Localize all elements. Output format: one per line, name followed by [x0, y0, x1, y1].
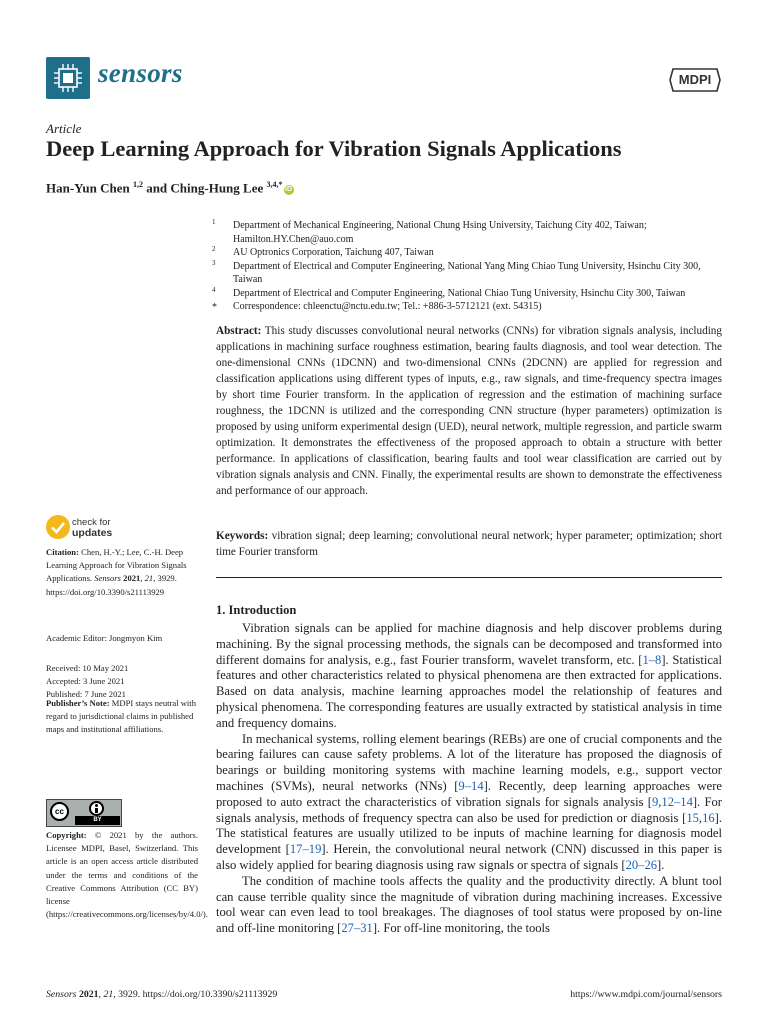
author-list — [46, 180, 294, 196]
citation-doi[interactable]: , 3929. https://doi.org/10.3390/s21113929 — [46, 573, 177, 597]
reference-link[interactable]: 27–31 — [341, 921, 373, 936]
keywords — [216, 528, 722, 560]
academic-editor: Academic Editor: Jongmyon Kim — [46, 633, 163, 643]
reference-link[interactable]: 16 — [702, 810, 715, 825]
author-name: Ching-Hung Lee — [170, 180, 264, 196]
affiliations — [212, 219, 727, 314]
updates-label-top: check for — [72, 517, 111, 528]
text-run: ]. Herein, the convolutional neural network (CNN) discussed in this paper is also widely applied for bearing diagnosis using raw signals or spectra of signals [ — [216, 842, 722, 872]
citation-text: Chen, H.-Y.; Lee, C.-H. Deep Learning Approach for Vibration Signals Applications. — [46, 547, 187, 584]
publisher-note — [46, 697, 198, 737]
affiliation-item — [212, 287, 727, 301]
affiliation-mark: 2 — [212, 245, 216, 253]
footer-citation: Sensors 2021, 21, 3929. https://doi.org/10.3390/s21113929 — [46, 989, 278, 1000]
body-text — [216, 621, 722, 937]
affiliation-text: Correspondence: chleenctu@nctu.edu.tw; Tel.: +886-3-5712121 (ext. 54315) — [233, 301, 542, 312]
paper-title: Deep Learning Approach for Vibration Signals Applications — [46, 136, 622, 161]
orcid-icon[interactable]: iD — [285, 186, 292, 194]
abstract-text: This study discusses convolutional neural networks (CNNs) for vibration signals analysis, including applications in machining surface roughness estimation, bearing faults diagnosis, and tool wear detection. The one-dimensional CNNs (1DCNN) and two-dimensional CNNs (2DCNN) are applied for regression and classification applications using different types of inputs, e.g., raw signals, and time-frequency spectra images by short time Fourier transform. In the application of regression and the estimation of machining surface roughness, the 1DCNN is utilized and the corresponding CNN structure (hyper parameters) optimization is proposed by using uniform experimental design (UED), neural network, multiple regression, and particle swarm optimization. It demonstrates the effectiveness of the proposed approach to obtain a structure with better performance. In applications of classification, bearing faults and tool wear classification are carried out by vibration signals analysis and CNN. Finally, the experimental results are shown to demonstrate the effectiveness and performance of our approach. — [216, 325, 722, 497]
affiliation-mark: 1 — [212, 218, 216, 226]
article-type: Article — [46, 121, 82, 136]
text-run: The condition of machine tools affects the quality and the productivity directly. A blunt tool can cause terrible quality since the magnitude of vibration during machining increases. Excessive tool wear can even lead to tool breakages. The diagnoses of tool status were proposed by on-line and off-line monitoring [ — [216, 873, 722, 936]
publisher-note-text: MDPI stays neutral with regard to jurisdictional claims in published maps and institutional affiliations. — [46, 698, 196, 735]
reference-link[interactable]: 12–14 — [661, 794, 693, 809]
section-heading: 1. Introduction — [216, 603, 297, 617]
text-run: ]. Recently, deep learning approaches were proposed to auto extract the characteristics of vibration signals for signals analysis [ — [216, 778, 722, 809]
citation-volume: 21 — [144, 573, 154, 584]
paragraph — [216, 874, 722, 937]
published-date: Published: 7 June 2021 — [46, 689, 126, 700]
creative-commons-icon: cc — [50, 802, 69, 821]
reference-link[interactable]: 17–19 — [289, 842, 322, 857]
license-type: BY — [75, 816, 120, 825]
affiliation-item — [212, 246, 727, 260]
copyright-text: © 2021 by the authors. Licensee MDPI, Basel, Switzerland. This article is an open access article distributed under the terms and conditions of the Creative Commons Attribution (CC BY) license (https://creativecommons.org/licenses/by/4.0/). — [46, 830, 208, 920]
citation-block: Citation: Chen, H.-Y.; Lee, C.-H. Deep Learning Approach for Vibration Signals Applications. Sensors 2021, 21, 3929. https://doi.org/10.3390/s21113929 — [46, 547, 187, 597]
text-run: ]. For signals analysis, methods of frequency spectra can also be used for prediction or diagnosis [ — [216, 794, 722, 825]
footer-volume: 21 — [103, 989, 114, 1000]
accepted-date: Accepted: 3 June 2021 — [46, 676, 125, 687]
citation-label: Citation: — [46, 547, 79, 557]
publisher-name: MDPI — [678, 72, 712, 87]
citation-year: 2021 — [123, 573, 141, 584]
text-run: , — [698, 810, 703, 825]
publisher-logo[interactable] — [668, 64, 722, 96]
affiliation-item — [212, 260, 727, 287]
text-run: ]. — [657, 857, 665, 872]
copyright-label: Copyright: — [46, 830, 87, 840]
attribution-person-icon — [89, 801, 104, 816]
affiliation-text: Department of Mechanical Engineering, National Chung Hsing University, Taichung City 402, Taiwan; Hamilton.HY.Chen@auo.com — [233, 220, 647, 245]
reference-link[interactable]: 15 — [686, 810, 699, 825]
abstract-label: Abstract: — [216, 325, 262, 337]
footer-year: 2021 — [78, 989, 99, 1000]
text-run: ]. For off-line monitoring, the tools — [372, 921, 550, 936]
updates-label-bottom: updates — [72, 527, 113, 539]
text-run: ]. The statistical features are usually utilized to be inputs of machine learning for diagnosis model development [ — [216, 810, 722, 857]
footer-doi[interactable]: , 3929. https://doi.org/10.3390/s21113929 — [113, 989, 278, 1000]
chip-icon — [46, 57, 90, 99]
cc-by-license-badge[interactable] — [46, 799, 122, 827]
keywords-text: vibration signal; deep learning; convolutional neural network; hyper parameter; optimization; short time Fourier transform — [216, 530, 722, 558]
paragraph — [216, 621, 722, 732]
keywords-label: Keywords: — [216, 530, 269, 542]
author-affiliation-mark: 3,4,* — [266, 180, 283, 189]
author-affiliation-mark: 1,2 — [132, 180, 143, 189]
abstract-divider — [216, 577, 722, 578]
text-run: In mechanical systems, rolling element bearings (REBs) are one of crucial components and the bearing failures can cause safety problems. A lot of the literature has proposed the diagnosis of bearings or building monitoring systems with machine learning models, e.g., support vector machines (SVMs), neural networks (NNs) [ — [216, 731, 722, 793]
author-name: Han-Yun Chen — [46, 180, 130, 196]
publication-dates — [46, 662, 198, 702]
affiliation-text: Department of Electrical and Computer Engineering, National Chiao Tung University, Hsinchu City 300, Taiwan — [233, 287, 686, 299]
reference-link[interactable]: 9–14 — [458, 778, 484, 793]
reference-link[interactable]: 9 — [651, 794, 659, 809]
affiliation-mark: 3 — [212, 258, 216, 267]
reference-link[interactable]: 1–8 — [642, 652, 662, 667]
journal-logo — [46, 57, 90, 99]
reference-link[interactable]: 20–26 — [625, 857, 658, 872]
journal-name[interactable]: sensors — [98, 58, 183, 88]
abstract — [216, 323, 722, 499]
paragraph — [216, 732, 722, 874]
copyright-notice — [46, 829, 208, 921]
affiliation-mark: * — [212, 302, 217, 313]
check-for-updates-badge[interactable] — [46, 514, 166, 544]
checkmark-icon — [46, 515, 70, 539]
footer-journal-url[interactable]: https://www.mdpi.com/journal/sensors — [570, 989, 722, 1000]
text-run: ]. Statistical features and other characteristics related to physical phenomena are then extracted for applications. Based on data analysis, machine learning approaches model the relationship of features and physical phenomena. The corresponding features are usually extracted by statistical analysis in time and frequency domains. — [216, 652, 722, 730]
text-run: , — [658, 794, 662, 809]
received-date: Received: 10 May 2021 — [46, 663, 129, 673]
affiliation-item — [212, 219, 727, 246]
publisher-note-label: Publisher’s Note: — [46, 698, 110, 708]
affiliation-item — [212, 300, 727, 314]
footer-journal: Sensors — [46, 989, 77, 1000]
text-run: Vibration signals can be applied for machine diagnosis and help discover problems during machining. By the signal processing methods, the signals can be decomposed and transformed into different domains for analysis, e.g., fast Fourier transform, wavelet transform, etc. [ — [216, 621, 722, 667]
author-joiner: and — [142, 180, 171, 196]
affiliation-text: AU Optronics Corporation, Taichung 407, Taiwan — [233, 247, 434, 258]
citation-journal: Sensors — [94, 573, 121, 584]
affiliation-text: Department of Electrical and Computer Engineering, National Yang Ming Chiao Tung University, Hsinchu City 300, Taiwan — [233, 260, 701, 285]
affiliation-mark: 4 — [212, 285, 216, 294]
